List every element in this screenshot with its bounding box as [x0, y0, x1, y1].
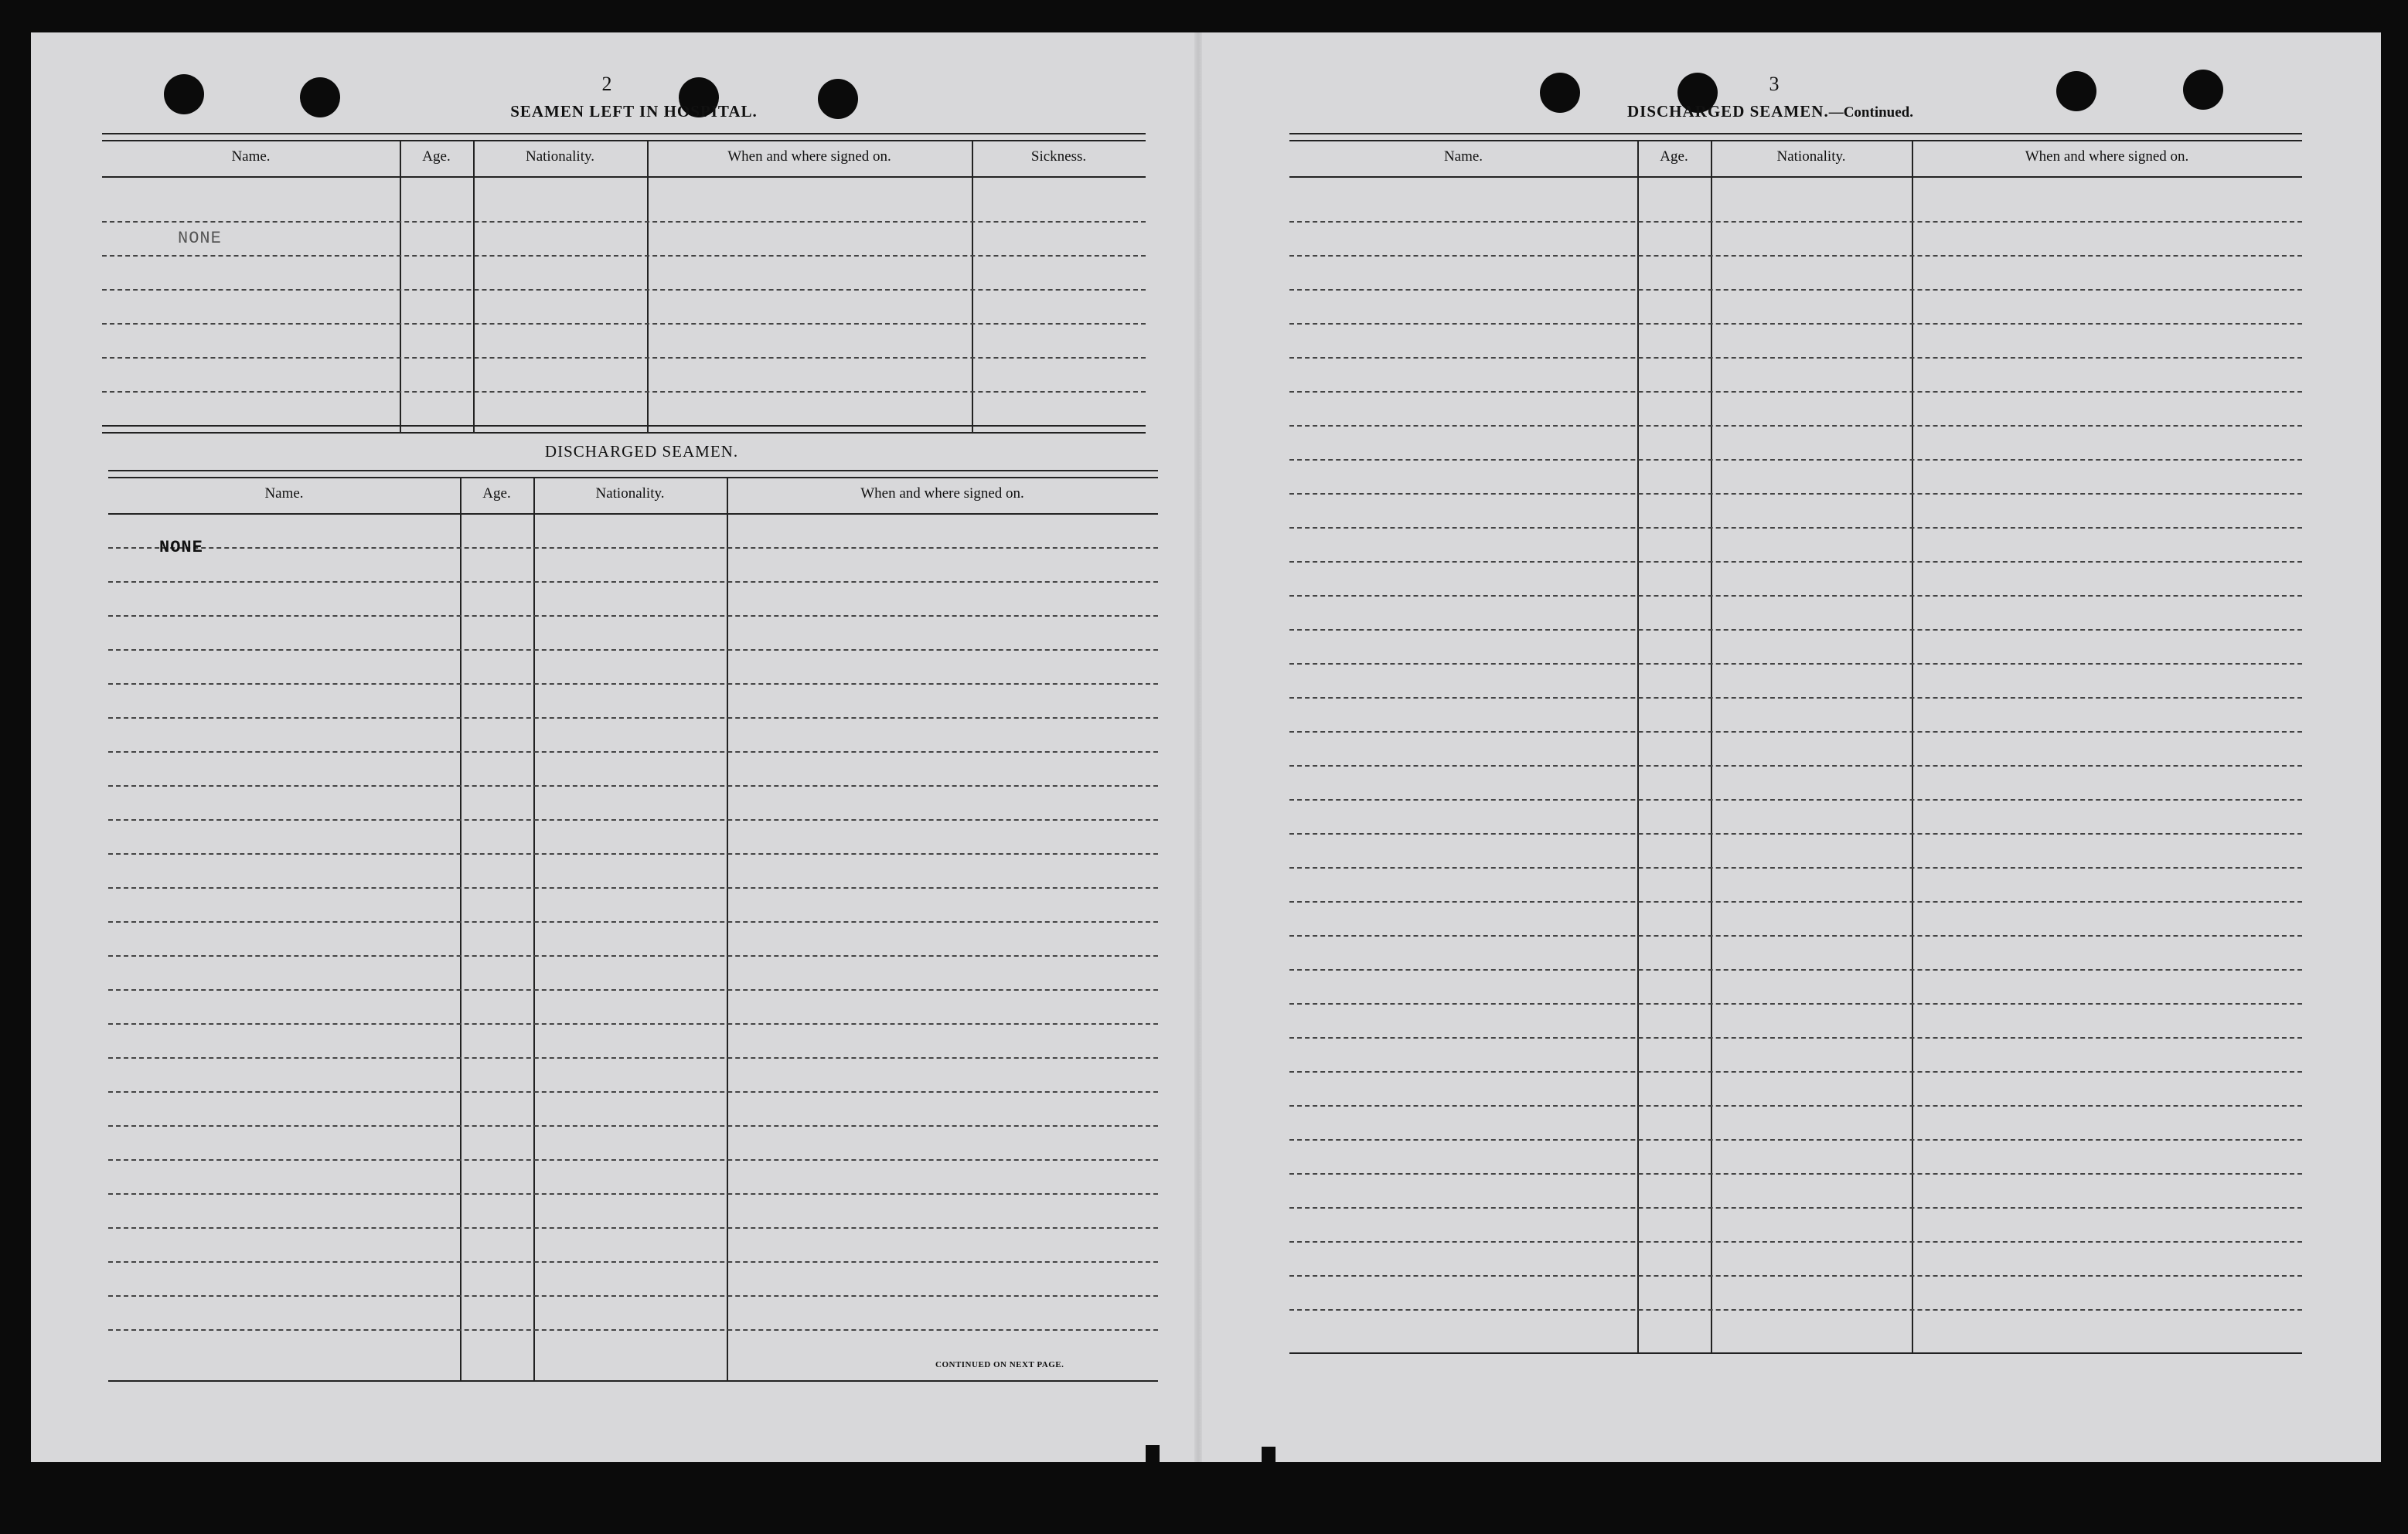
- column-header: Name.: [1443, 148, 1483, 165]
- column-header: Name.: [264, 485, 304, 502]
- hospital-name-entry: NONE: [178, 229, 222, 248]
- column-header: Nationality.: [526, 148, 594, 165]
- column-header: When and where signed on.: [727, 148, 891, 165]
- column-header: Nationality.: [1776, 148, 1846, 165]
- discharged-table: [108, 470, 1158, 1389]
- page-number: 3: [1769, 73, 1780, 95]
- title-sub: —Continued.: [1828, 104, 1913, 121]
- right-page: [1198, 32, 2381, 1462]
- left-page: [31, 32, 1198, 1462]
- discharged-section-title: DISCHARGED SEAMEN.: [544, 442, 739, 461]
- paper-tear: [1146, 1445, 1160, 1465]
- column-header: Age.: [482, 485, 511, 502]
- discharged-continued-header: [1289, 141, 2302, 178]
- column-header: Nationality.: [595, 485, 665, 502]
- hospital-table: [102, 133, 1146, 434]
- title-main: DISCHARGED SEAMEN.: [1627, 102, 1829, 121]
- discharged-table-header: [108, 478, 1158, 515]
- column-header: Age.: [422, 148, 451, 165]
- column-header: When and where signed on.: [2025, 148, 2189, 165]
- paper-tear: [1262, 1447, 1276, 1467]
- column-header: When and where signed on.: [860, 485, 1024, 502]
- continued-note: CONTINUED ON NEXT PAGE.: [935, 1360, 1064, 1369]
- discharged-name-entry: NONE: [159, 538, 203, 557]
- hospital-table-header: [102, 141, 1146, 178]
- column-header: Age.: [1660, 148, 1688, 165]
- page-number: 2: [601, 73, 612, 95]
- document-sheet: [31, 32, 2381, 1462]
- hospital-section-title: SEAMEN LEFT IN HOSPITAL.: [510, 102, 758, 121]
- discharged-continued-table: [1289, 133, 2302, 1362]
- column-header: Name.: [231, 148, 271, 165]
- column-header: Sickness.: [1030, 148, 1087, 165]
- discharged-continued-title: [1577, 102, 1964, 121]
